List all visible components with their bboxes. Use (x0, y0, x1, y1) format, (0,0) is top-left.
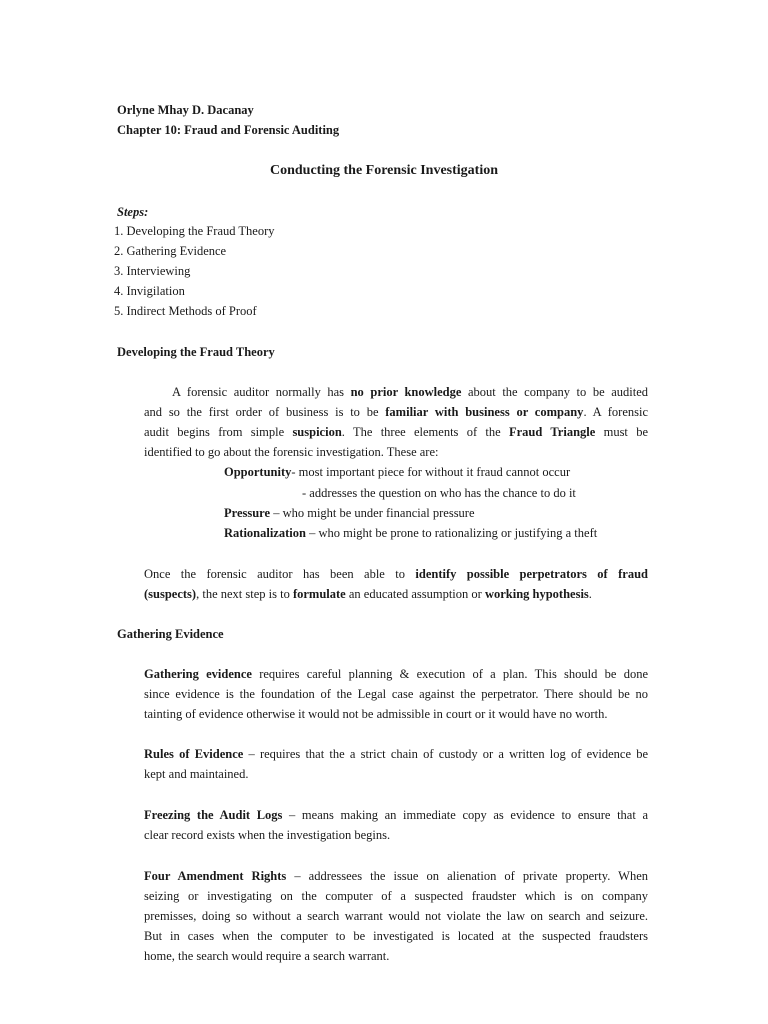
paragraph-line: Rules of Evidence – requires that the a strict chain of custody or a written log of evidence be (144, 747, 649, 761)
chapter-title: Chapter 10: Fraud and Forensic Auditing (117, 123, 340, 137)
author-name: Orlyne Mhay D. Dacanay (117, 103, 254, 117)
step-item: 5. Indirect Methods of Proof (114, 304, 257, 318)
paragraph-line: kept and maintained. (144, 767, 249, 781)
paragraph-line: Once the forensic auditor has been able to identify possible perpetrators of fraud (144, 567, 648, 581)
paragraph-line: since evidence is the foundation of the Legal case against the perpetrator. There should be no (144, 687, 648, 701)
paragraph-line: Freezing the Audit Logs – means making an immediate copy as evidence to ensure that a (144, 808, 648, 822)
paragraph-line: identified to go about the forensic investigation. These are: (144, 445, 439, 459)
step-item: 2. Gathering Evidence (114, 244, 227, 258)
document-title: Conducting the Forensic Investigation (269, 163, 499, 178)
element-rationalization: Rationalization – who might be prone to rationalizing or justifying a theft (224, 526, 598, 540)
paragraph-line: Four Amendment Rights – addressees the issue on alienation of private property. When (144, 869, 648, 883)
paragraph-line: (suspects), the next step is to formulate an educated assumption or working hypothesis. (144, 587, 592, 601)
element-opportunity: Opportunity- most important piece for without it fraud cannot occur (224, 465, 571, 479)
step-item: 4. Invigilation (114, 284, 185, 298)
element-pressure: Pressure – who might be under financial pressure (224, 506, 475, 520)
paragraph-line: and so the first order of business is to be familiar with business or company. A forensic (144, 405, 649, 419)
paragraph-line: Gathering evidence requires careful planning & execution of a plan. This should be done (144, 667, 648, 681)
steps-label: Steps: (117, 205, 149, 219)
step-item: 1. Developing the Fraud Theory (114, 224, 275, 238)
paragraph-line: tainting of evidence otherwise it would not be admissible in court or it would have no worth. (144, 707, 608, 721)
paragraph-line: premisses, doing so without a search warrant would not violate the law on search and seizure. (144, 909, 648, 923)
paragraph-line: audit begins from simple suspicion. The three elements of the Fraud Triangle must be (144, 425, 648, 439)
element-opportunity-detail: - addresses the question on who has the chance to do it (302, 486, 576, 500)
section-heading-fraud-theory: Developing the Fraud Theory (117, 345, 275, 359)
paragraph-line: clear record exists when the investigation begins. (144, 828, 391, 842)
paragraph-line: But in cases when the computer to be investigated is located at the suspected fraudsters (144, 929, 648, 943)
section-heading-gathering-evidence: Gathering Evidence (117, 627, 224, 641)
paragraph-line: A forensic auditor normally has no prior knowledge about the company to be audited (172, 385, 648, 399)
paragraph-line: home, the search would require a search warrant. (144, 949, 390, 963)
paragraph-line: seizing or investigating on the computer of a suspected fraudster which is on company (144, 889, 648, 903)
step-item: 3. Interviewing (114, 264, 191, 278)
